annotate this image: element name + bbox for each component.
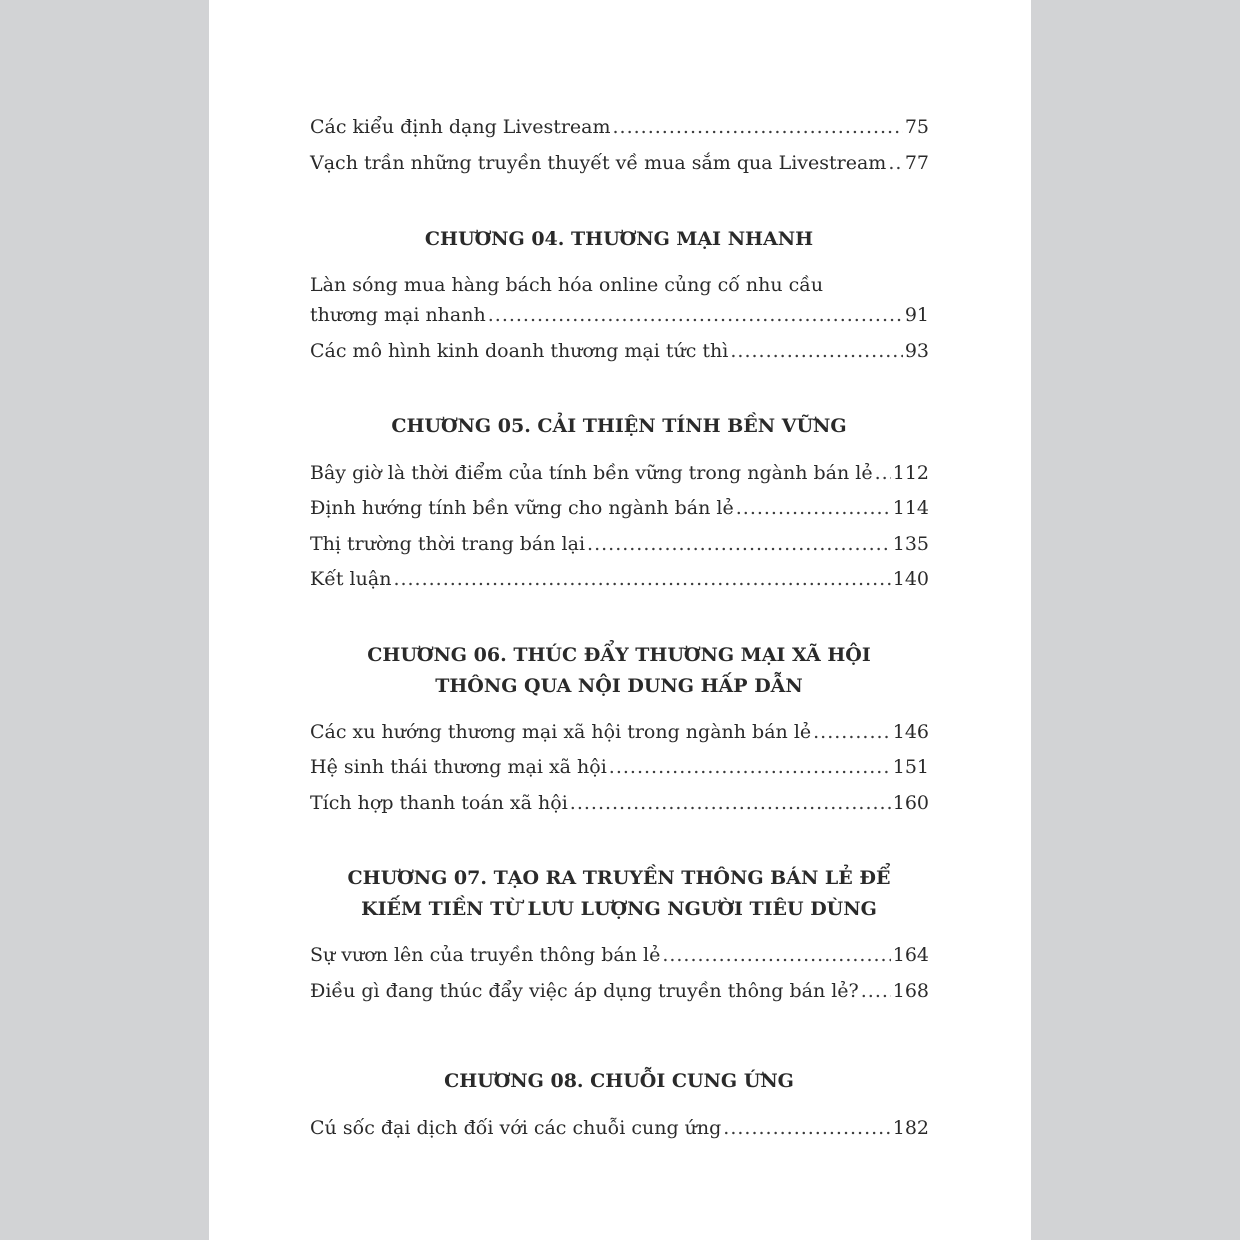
chapter-07-heading: [269, 863, 969, 925]
toc-entry: [310, 112, 929, 142]
leader-dots: [613, 112, 903, 142]
leader-dots: [662, 940, 890, 970]
toc-entry: [310, 717, 929, 747]
toc-entry-page: 77: [904, 152, 929, 174]
toc-entry-page: 151: [892, 756, 929, 778]
toc-entry: [310, 300, 929, 330]
toc-entry: [310, 940, 929, 970]
leader-dots: [587, 529, 891, 559]
toc-entry-title: Hệ sinh thái thương mại xã hội: [310, 756, 607, 778]
chapter-07-heading-line1: CHƯƠNG 07. TẠO RA TRUYỀN THÔNG BÁN LẺ ĐỂ: [347, 867, 891, 889]
leader-dots: [730, 336, 902, 366]
chapter-07-heading-line2: KIẾM TIỀN TỪ LƯU LƯỢNG NGƯỜI TIÊU DÙNG: [361, 898, 877, 920]
toc-entry-title: Tích hợp thanh toán xã hội: [310, 792, 568, 814]
chapter-04-heading: CHƯƠNG 04. THƯƠNG MẠI NHANH: [424, 228, 814, 250]
leader-dots: [861, 976, 891, 1006]
toc-entry-page: 182: [892, 1117, 929, 1139]
toc-entry: [310, 788, 929, 818]
leader-dots: [736, 493, 891, 523]
toc-entry-title: Định hướng tính bền vững cho ngành bán lẻ: [310, 497, 734, 519]
toc-entry-title: Kết luận: [310, 568, 392, 590]
leader-dots: [488, 300, 903, 330]
chapter-05-heading: CHƯƠNG 05. CẢI THIỆN TÍNH BỀN VỮNG: [391, 415, 847, 437]
toc-entry-page: 168: [892, 980, 929, 1002]
toc-entry-title: Cú sốc đại dịch đối với các chuỗi cung ứng: [310, 1117, 722, 1139]
toc-entry-page: 160: [892, 792, 929, 814]
toc-entry-title: Bây giờ là thời điểm của tính bền vững trong ngành bán lẻ: [310, 462, 873, 484]
toc-entry: [310, 976, 929, 1006]
toc-entry-page: 91: [904, 304, 929, 326]
toc-entry-title: Vạch trần những truyền thuyết về mua sắm qua Livestream: [310, 152, 887, 174]
toc-entry-title: Điều gì đang thúc đẩy việc áp dụng truyền thông bán lẻ?: [310, 980, 859, 1002]
toc-entry-title: Thị trường thời trang bán lại: [310, 533, 586, 555]
toc-entry: [310, 336, 929, 366]
toc-entry-page: 93: [904, 340, 929, 362]
leader-dots: [609, 752, 891, 782]
toc-entry-page: 146: [892, 721, 929, 743]
toc-entry-page: 114: [892, 497, 929, 519]
toc-entry-page: 140: [892, 568, 929, 590]
chapter-06-heading: [269, 640, 969, 702]
toc-entry-title: Các mô hình kinh doanh thương mại tức thì: [310, 340, 729, 362]
toc-entry-page: 164: [892, 944, 929, 966]
leader-dots: [723, 1113, 890, 1143]
chapter-06-heading-line2: THÔNG QUA NỘI DUNG HẤP DẪN: [435, 675, 803, 697]
toc-entry-page: 135: [892, 533, 929, 555]
toc-entry-line: Làn sóng mua hàng bách hóa online củng cố nhu cầu: [310, 274, 824, 296]
leader-dots: [393, 564, 890, 594]
toc-entry: [310, 564, 929, 594]
toc-entry: [310, 493, 929, 523]
book-page: [209, 0, 1031, 1240]
toc-entry-page: 75: [904, 116, 929, 138]
toc-entry-title: Các xu hướng thương mại xã hội trong ngành bán lẻ: [310, 721, 812, 743]
toc-entry-title: thương mại nhanh: [310, 304, 486, 326]
chapter-08-heading: CHƯƠNG 08. CHUỖI CUNG ỨNG: [444, 1070, 794, 1092]
toc-entry: [310, 752, 929, 782]
toc-entry: [310, 1113, 929, 1143]
toc-entry-title: Các kiểu định dạng Livestream: [310, 116, 611, 138]
leader-dots: [888, 148, 902, 178]
toc-entry: [310, 529, 929, 559]
toc-entry-title: Sự vươn lên của truyền thông bán lẻ: [310, 944, 661, 966]
chapter-06-heading-line1: CHƯƠNG 06. THÚC ĐẨY THƯƠNG MẠI XÃ HỘI: [367, 644, 871, 666]
toc-entry: [310, 148, 929, 178]
table-of-contents: [209, 0, 1031, 1240]
leader-dots: [813, 717, 891, 747]
leader-dots: [875, 458, 891, 488]
leader-dots: [570, 788, 891, 818]
toc-entry-page: 112: [892, 462, 929, 484]
toc-entry: [310, 458, 929, 488]
